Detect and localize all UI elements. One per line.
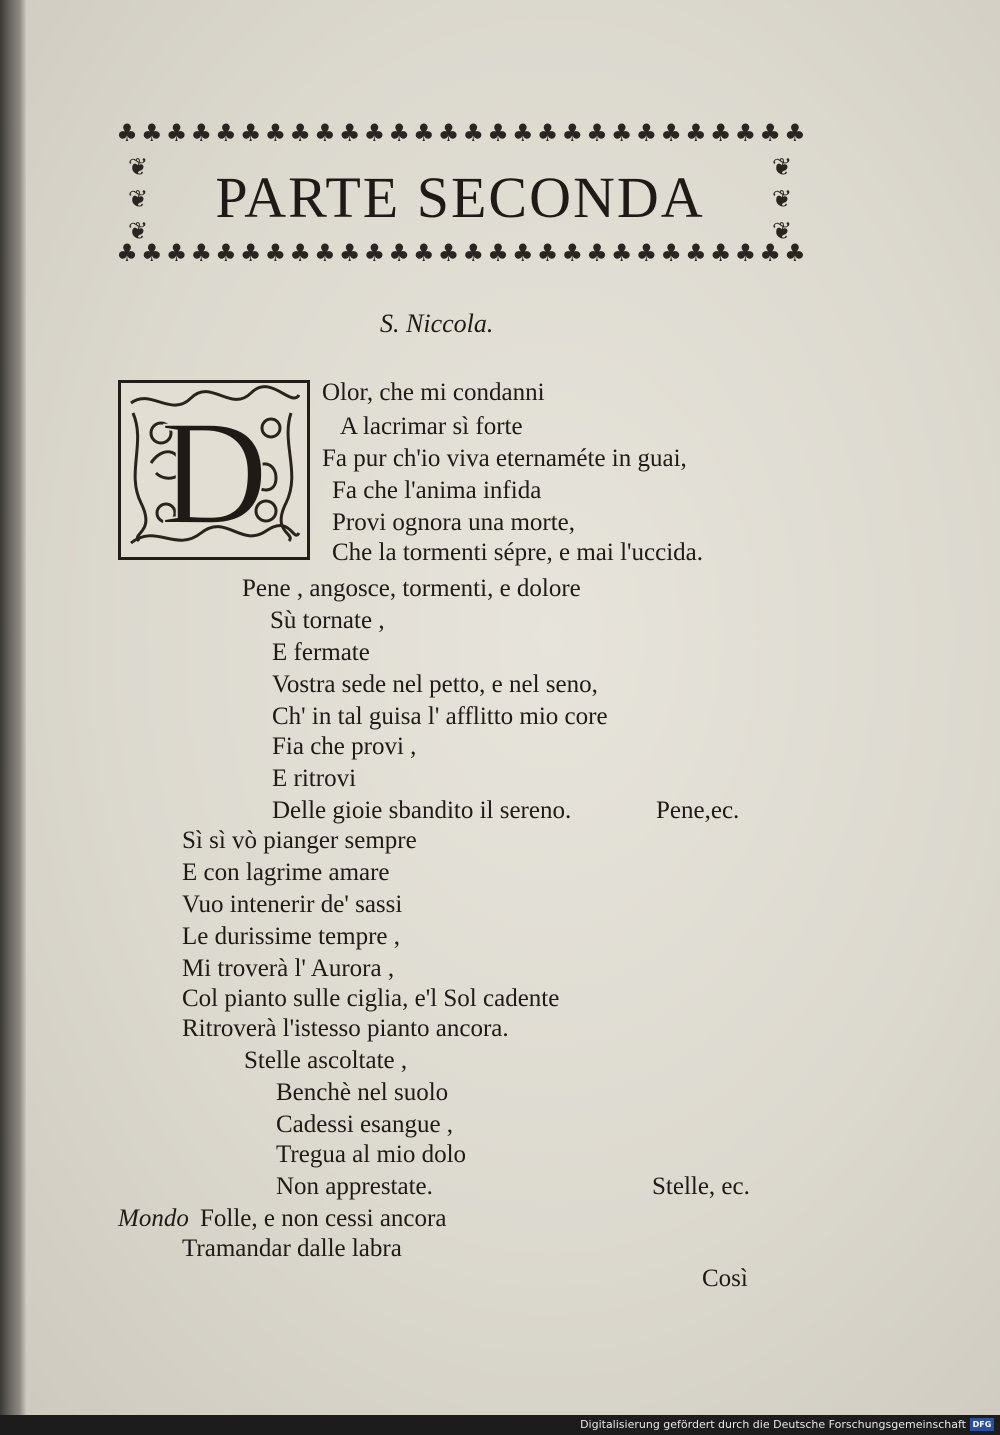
poem-line: E fermate	[272, 639, 370, 666]
poem-line: Che la tormenti sépre, e mai l'uccida.	[332, 539, 704, 566]
ornament-glyph-icon: ♣	[363, 119, 386, 147]
ornament-border-right	[762, 152, 802, 246]
ornament-glyph-icon: ❦	[771, 153, 793, 181]
poem-line: Fa pur ch'io viva eternaméte in guai,	[322, 445, 687, 472]
ornament-glyph-icon: ♣	[437, 239, 460, 267]
ornament-glyph-icon: ♣	[338, 119, 361, 147]
ornament-glyph-icon: ♣	[338, 239, 361, 267]
poem-line: E con lagrime amare	[182, 859, 390, 886]
poem-line: Vostra sede nel petto, e nel seno,	[272, 671, 598, 698]
ornament-glyph-icon: ❦	[127, 217, 149, 245]
refrain-marker: Pene,ec.	[656, 797, 740, 824]
footer-credit: Digitalisierung gefördert durch die Deutsche Forschungsgemeinschaft	[580, 1418, 966, 1431]
ornament-glyph-icon: ♣	[363, 239, 386, 267]
poem-line: Col pianto sulle ciglia, e'l Sol cadente	[182, 985, 560, 1012]
ornament-glyph-icon: ♣	[487, 119, 509, 147]
poem-line: Cadessi esangue ,	[276, 1111, 454, 1138]
ornament-glyph-icon: ♣	[734, 119, 757, 147]
ornament-glyph-icon: ❦	[127, 153, 149, 181]
ornament-glyph-icon: ♣	[314, 119, 336, 147]
ornament-glyph-icon: ♣	[709, 119, 732, 147]
ornament-glyph-icon: ♣	[239, 239, 262, 267]
ornament-glyph-icon: ♣	[289, 239, 311, 267]
ornament-glyph-icon: ♣	[586, 239, 608, 267]
ornament-glyph-icon: ♣	[388, 239, 410, 267]
dfg-logo-icon: DFG	[970, 1418, 994, 1431]
ornament-glyph-icon: ♣	[140, 119, 163, 147]
poem-line: Mi troverà l' Aurora ,	[182, 955, 395, 982]
ornament-glyph-icon: ❦	[771, 185, 793, 213]
poem-line: Fa che l'anima infida	[332, 477, 542, 504]
poem-line: Vuo intenerir de' sassi	[182, 891, 403, 918]
ornament-border-top	[116, 116, 806, 150]
catchword: Così	[702, 1265, 748, 1292]
ornament-glyph-icon: ♣	[586, 119, 608, 147]
ornament-glyph-icon: ♣	[660, 239, 682, 267]
book-spine-edge	[0, 0, 26, 1415]
poem-line: Tramandar dalle labra	[182, 1235, 402, 1262]
ornament-glyph-icon: ♣	[635, 119, 658, 147]
ornament-glyph-icon: ♣	[709, 239, 732, 267]
decorated-initial	[118, 380, 310, 560]
ornament-glyph-icon: ♣	[536, 239, 559, 267]
ornament-glyph-icon: ♣	[610, 119, 633, 147]
ornament-glyph-icon: ♣	[561, 119, 583, 147]
ornament-glyph-icon: ❦	[771, 217, 793, 245]
poem-line: Ch' in tal guisa l' afflitto mio core	[272, 703, 608, 730]
ornament-glyph-icon: ♣	[685, 239, 707, 267]
poem-line: E ritrovi	[272, 765, 357, 792]
ornament-glyph-icon: ♣	[660, 119, 682, 147]
section-heading: PARTE SECONDA	[215, 165, 705, 230]
ornament-glyph-icon: ♣	[610, 239, 633, 267]
poem-line: Fia che provi ,	[272, 733, 417, 760]
ornament-glyph-icon: ♣	[784, 119, 806, 147]
poem-line: Pene , angosce, tormenti, e dolore	[242, 575, 581, 602]
ornament-border-left	[118, 152, 158, 246]
ornament-glyph-icon: ❦	[127, 185, 149, 213]
ornament-glyph-icon: ♣	[635, 239, 658, 267]
ornament-glyph-icon: ♣	[264, 239, 287, 267]
ornament-glyph-icon: ♣	[165, 239, 188, 267]
ornament-glyph-icon: ♣	[462, 119, 485, 147]
ornament-glyph-icon: ♣	[116, 119, 138, 147]
ornament-glyph-icon: ♣	[734, 239, 757, 267]
speaker-inline: Mondo	[118, 1205, 189, 1232]
ornament-glyph-icon: ♣	[487, 239, 509, 267]
refrain-marker: Stelle, ec.	[652, 1173, 750, 1200]
poem-line: Non apprestate.	[276, 1173, 433, 1200]
ornament-glyph-icon: ♣	[536, 119, 559, 147]
poem-line: Olor, che mi condanni	[322, 379, 545, 406]
poem-line: Sù tornate ,	[270, 607, 385, 634]
ornament-glyph-icon: ♣	[190, 239, 212, 267]
ornament-glyph-icon: ♣	[759, 239, 781, 267]
ornament-glyph-icon: ♣	[511, 119, 534, 147]
ornament-glyph-icon: ♣	[264, 119, 287, 147]
ornament-glyph-icon: ♣	[140, 239, 163, 267]
ornament-glyph-icon: ♣	[413, 239, 435, 267]
poem-line: A lacrimar sì forte	[340, 413, 523, 440]
initial-letter: D	[159, 390, 269, 556]
ornament-glyph-icon: ♣	[239, 119, 262, 147]
ornament-glyph-icon: ♣	[314, 239, 336, 267]
poem-line: Delle gioie sbandito il sereno.	[272, 797, 572, 824]
poem-line: Ritroverà l'istesso pianto ancora.	[182, 1015, 509, 1042]
poem-line: Sì sì vò pianger sempre	[182, 827, 417, 854]
ornament-glyph-icon: ♣	[165, 119, 188, 147]
ornament-glyph-icon: ♣	[116, 239, 138, 267]
ornament-glyph-icon: ♣	[388, 119, 410, 147]
ornament-glyph-icon: ♣	[685, 119, 707, 147]
ornament-glyph-icon: ♣	[462, 239, 485, 267]
poem-line: Tregua al mio dolo	[276, 1141, 467, 1168]
ornament-glyph-icon: ♣	[437, 119, 460, 147]
poem-line: Benchè nel suolo	[276, 1079, 449, 1106]
ornament-glyph-icon: ♣	[289, 119, 311, 147]
floral-ornament-icon	[121, 383, 307, 557]
ornament-glyph-icon: ♣	[190, 119, 212, 147]
ornament-glyph-icon: ♣	[215, 119, 237, 147]
poem-line: Provi ognora una morte,	[332, 509, 576, 536]
ornament-glyph-icon: ♣	[759, 119, 781, 147]
ornament-glyph-icon: ♣	[784, 239, 806, 267]
ornament-glyph-icon: ♣	[511, 239, 534, 267]
ornament-border-bottom	[116, 236, 806, 270]
ornament-glyph-icon: ♣	[561, 239, 583, 267]
ornament-glyph-icon: ♣	[413, 119, 435, 147]
poem-line: Folle, e non cessi ancora	[200, 1205, 447, 1232]
poem-line: Stelle ascoltate ,	[244, 1047, 408, 1074]
ornament-glyph-icon: ♣	[215, 239, 237, 267]
poem-line: Le durissime tempre ,	[182, 923, 400, 950]
speaker-name: S. Niccola.	[380, 309, 494, 338]
